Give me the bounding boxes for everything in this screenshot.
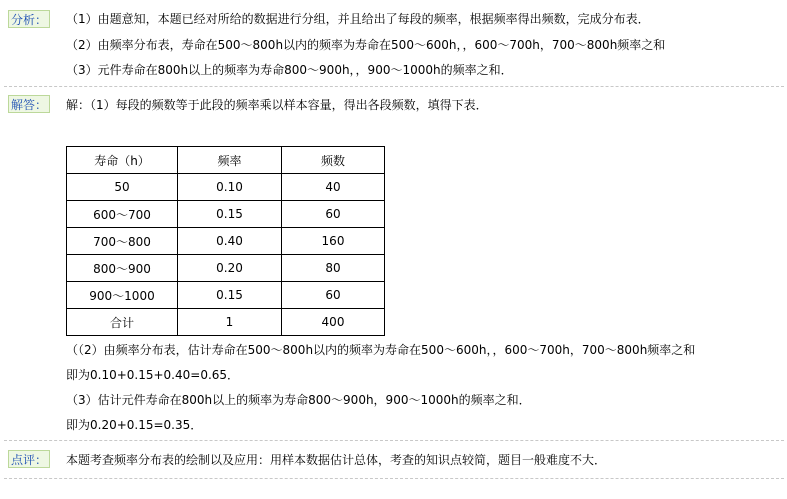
table-row bbox=[67, 282, 385, 309]
table-row bbox=[67, 201, 385, 228]
table-row-total bbox=[67, 309, 385, 336]
table-cell: 合计 bbox=[67, 309, 178, 336]
comment-text: 本题考查频率分布表的绘制以及应用：用样本数据估计总体，考查的知识点较简，题目一般难度不大． bbox=[66, 453, 607, 467]
table-row bbox=[67, 174, 385, 201]
table-cell: 900～1000 bbox=[67, 282, 178, 309]
table-cell: 50 bbox=[67, 174, 178, 201]
table-header-cell: 频数 bbox=[282, 147, 385, 174]
table-header-cell: 寿命（h） bbox=[67, 147, 178, 174]
table-cell: 0.15 bbox=[178, 201, 282, 228]
analysis-line-3: （3）元件寿命在800h以上的频率为寿命800～900h，，900～1000h的频率之和． bbox=[66, 63, 513, 77]
table-cell: 0.10 bbox=[178, 174, 282, 201]
table-cell: 1 bbox=[178, 309, 282, 336]
table-cell: 0.15 bbox=[178, 282, 282, 309]
table-cell: 600～700 bbox=[67, 201, 178, 228]
table-row bbox=[67, 228, 385, 255]
answer-tag: 解答： bbox=[8, 95, 50, 113]
table-cell: 400 bbox=[282, 309, 385, 336]
table-cell: 800～900 bbox=[67, 255, 178, 282]
table-header-row bbox=[67, 147, 385, 174]
table-cell: 40 bbox=[282, 174, 385, 201]
divider bbox=[4, 86, 784, 87]
answer-line-1: （（2）由频率分布表，估计寿命在500～800h以内的频率为寿命在500～600h，，600～700h，700～800h频率之和 bbox=[66, 343, 696, 357]
table-cell: 60 bbox=[282, 201, 385, 228]
divider bbox=[4, 440, 784, 441]
answer-intro: 解：（1）每段的频数等于此段的频率乘以样本容量，得出各段频数，填得下表． bbox=[66, 98, 488, 112]
divider bbox=[4, 478, 784, 479]
comment-tag: 点评： bbox=[8, 450, 50, 468]
analysis-tag: 分析： bbox=[8, 10, 50, 28]
table-cell: 80 bbox=[282, 255, 385, 282]
table-cell: 0.40 bbox=[178, 228, 282, 255]
analysis-line-2: （2）由频率分布表，寿命在500～800h以内的频率为寿命在500～600h，，600～700h，700～800h频率之和 bbox=[66, 38, 666, 52]
table-row bbox=[67, 255, 385, 282]
table-cell: 160 bbox=[282, 228, 385, 255]
answer-line-3: （3）估计元件寿命在800h以上的频率为寿命800～900h，900～1000h的频率之和． bbox=[66, 393, 531, 407]
table-cell: 0.20 bbox=[178, 255, 282, 282]
table-cell: 60 bbox=[282, 282, 385, 309]
frequency-table bbox=[66, 146, 385, 336]
table-header-cell: 频率 bbox=[178, 147, 282, 174]
answer-line-4: 即为0.20+0.15=0.35． bbox=[66, 418, 203, 432]
answer-line-2: 即为0.10+0.15+0.40=0.65． bbox=[66, 368, 240, 382]
table-cell: 700～800 bbox=[67, 228, 178, 255]
analysis-line-1: （1）由题意知，本题已经对所给的数据进行分组，并且给出了每段的频率，根据频率得出频数，完成分布表． bbox=[66, 12, 650, 26]
